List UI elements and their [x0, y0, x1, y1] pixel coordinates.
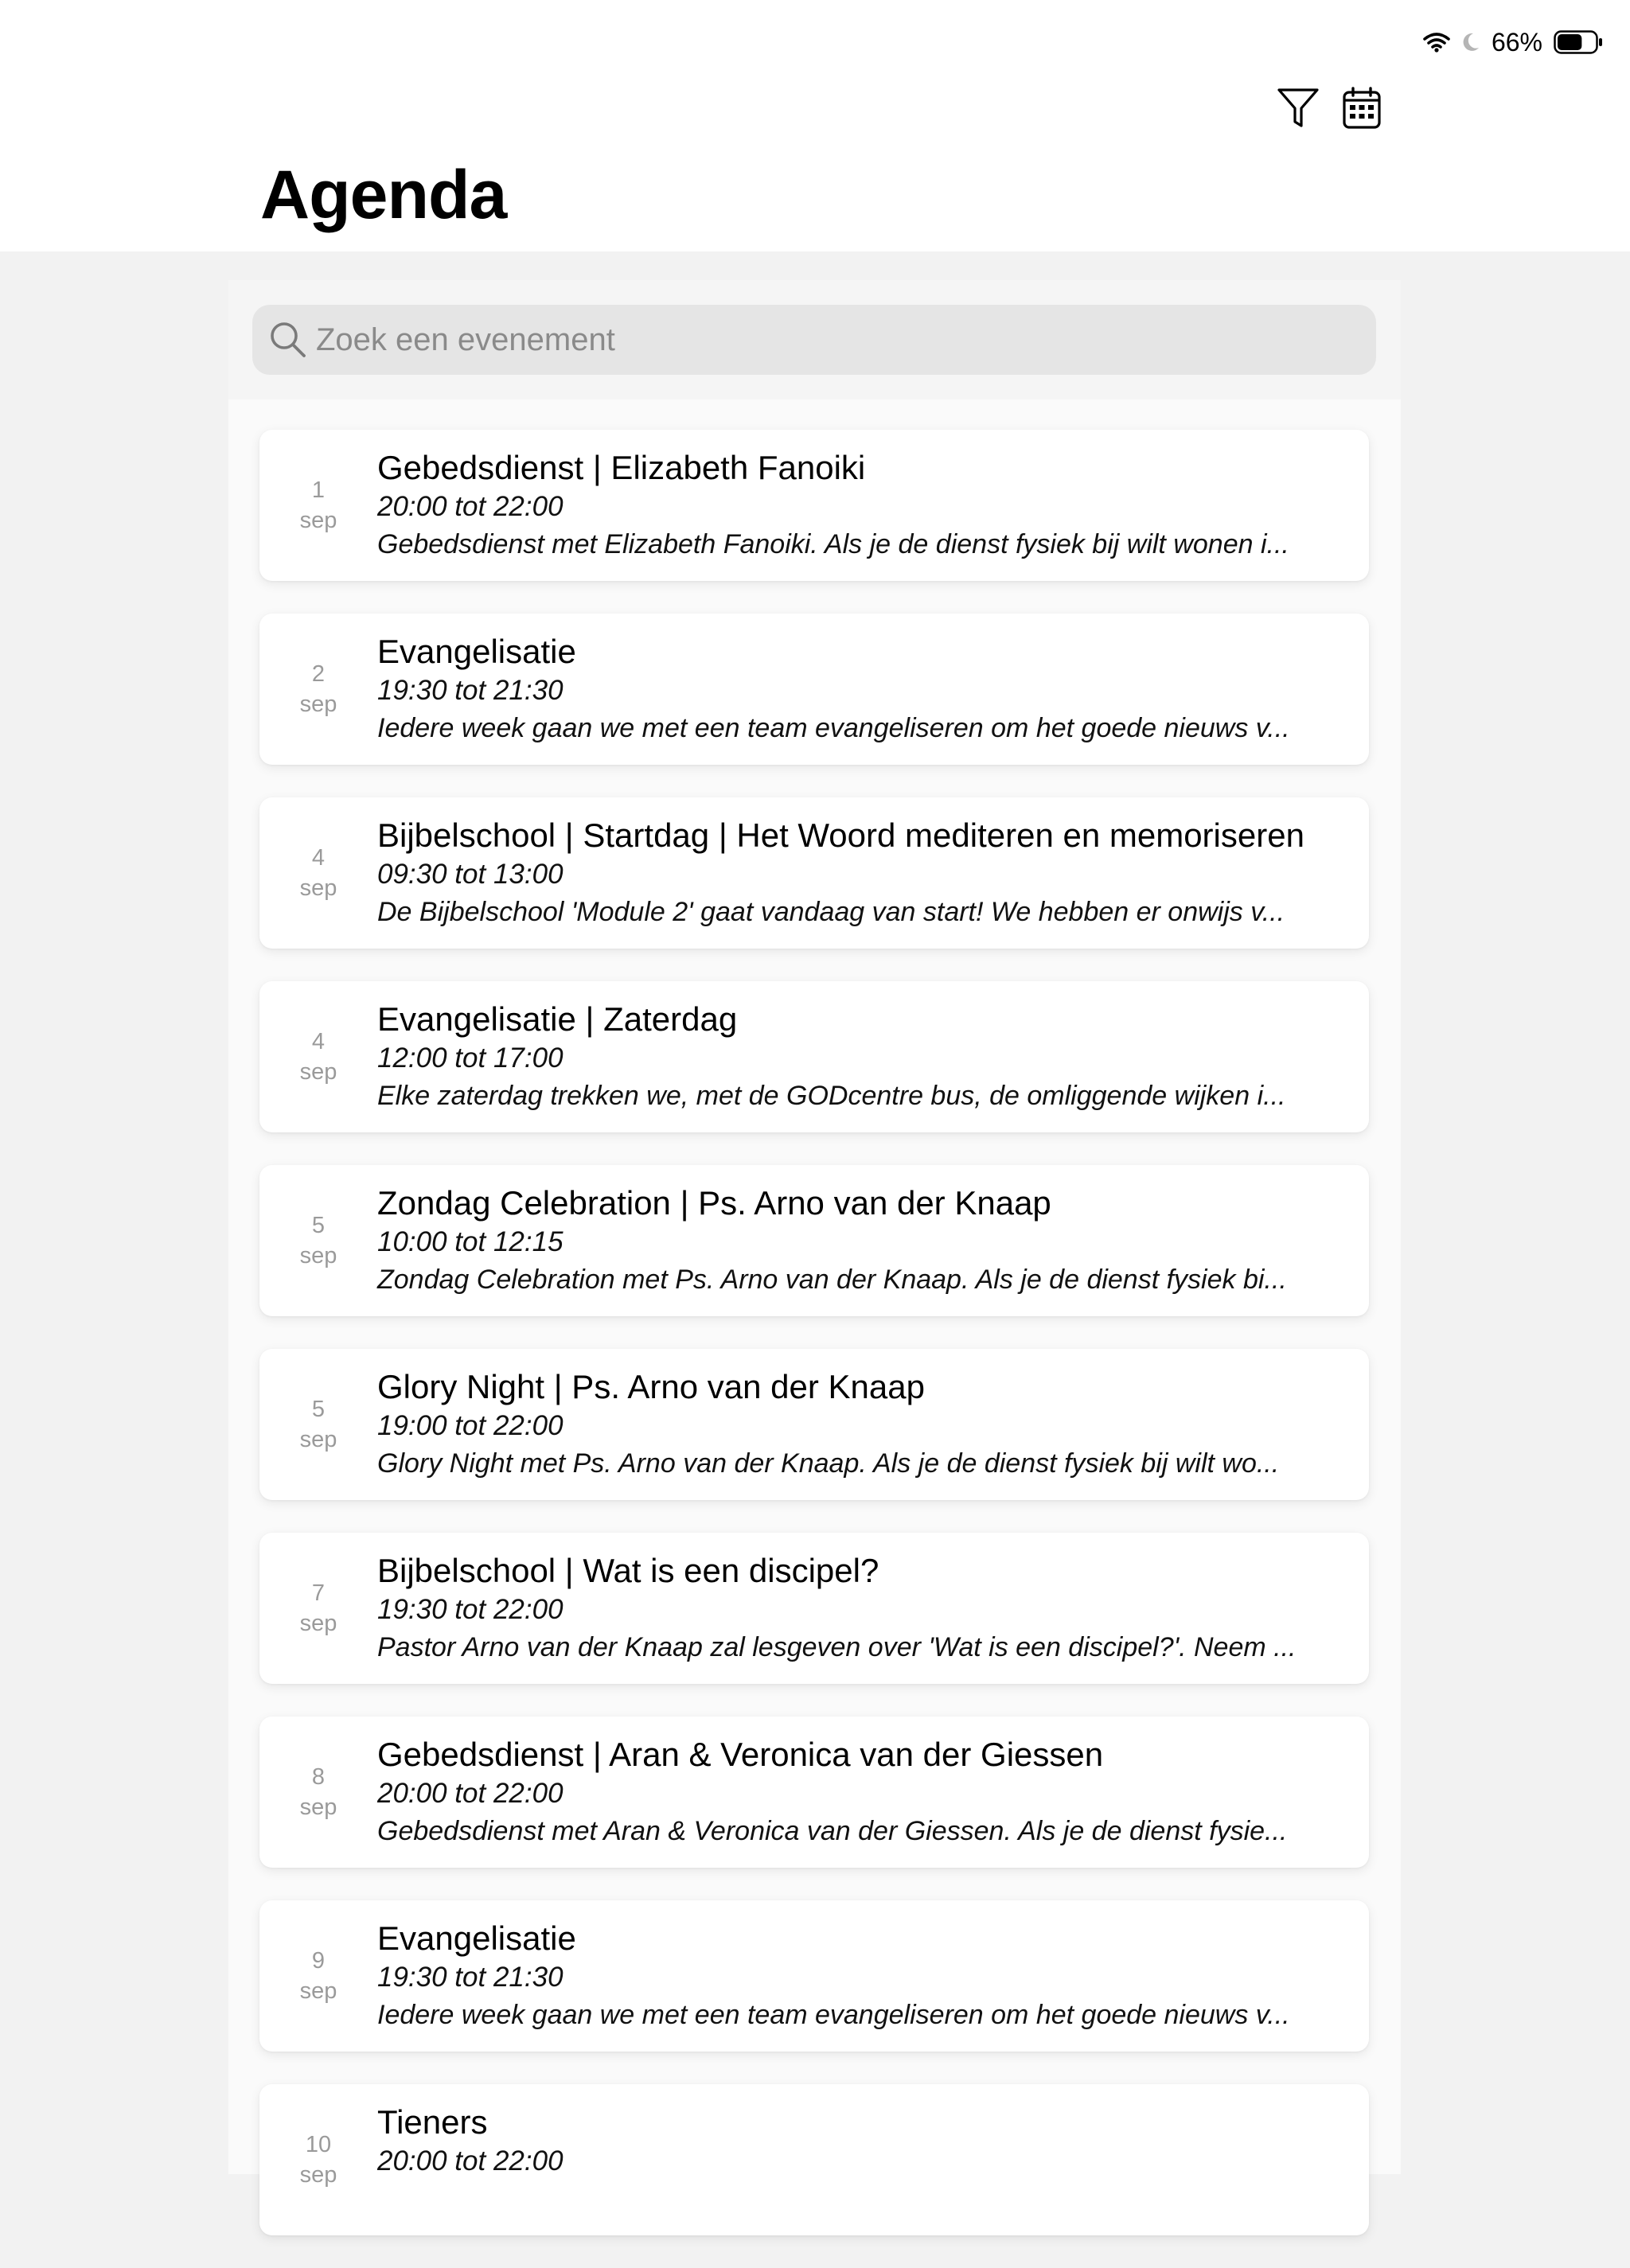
event-description: Pastor Arno van der Knaap zal lesgeven over 'Wat is een discipel?'. Neem ... [377, 1632, 1297, 1662]
event-date [259, 1900, 377, 2052]
event-card[interactable] [259, 1900, 1369, 2052]
status-bar [1423, 24, 1603, 60]
event-text [377, 1550, 1348, 1666]
event-time: 20:00 tot 22:00 [377, 1778, 563, 1809]
battery-icon [1554, 30, 1603, 54]
event-text [377, 447, 1348, 563]
event-card[interactable] [259, 797, 1369, 949]
event-title: Evangelisatie | Zaterdag [377, 1000, 738, 1038]
calendar-icon[interactable] [1336, 83, 1387, 134]
event-title: Tieners [377, 2103, 488, 2141]
battery-percent: 66% [1491, 27, 1542, 57]
event-month: sep [299, 1611, 337, 1636]
event-description: Iedere week gaan we met een team evangeliseren om het goede nieuws v... [377, 2000, 1290, 2030]
event-month: sep [299, 1978, 337, 2004]
filter-icon[interactable] [1273, 83, 1324, 134]
event-description: Zondag Celebration met Ps. Arno van der Knaap. Als je de dienst fysiek bi... [377, 1265, 1287, 1295]
event-time: 19:30 tot 21:30 [377, 675, 563, 706]
event-card[interactable] [259, 614, 1369, 765]
event-time: 19:30 tot 21:30 [377, 1962, 563, 1993]
event-description: Gebedsdienst met Elizabeth Fanoiki. Als je de dienst fysiek bij wilt wonen i... [377, 529, 1289, 559]
event-month: sep [299, 875, 337, 901]
event-month: sep [299, 1059, 337, 1085]
event-date [259, 797, 377, 949]
event-month: sep [299, 1243, 337, 1268]
event-date [259, 2084, 377, 2235]
event-time: 19:30 tot 22:00 [377, 1594, 563, 1625]
event-card[interactable] [259, 1349, 1369, 1500]
event-card[interactable] [259, 1533, 1369, 1684]
event-date [259, 1349, 377, 1500]
event-day: 5 [311, 1397, 326, 1422]
event-card[interactable] [259, 1165, 1369, 1316]
search-bar[interactable] [252, 305, 1376, 375]
event-time: 19:00 tot 22:00 [377, 1410, 563, 1441]
event-month: sep [299, 508, 337, 533]
event-month: sep [299, 1427, 337, 1452]
event-time: 10:00 tot 12:15 [377, 1226, 563, 1257]
event-time: 20:00 tot 22:00 [377, 2145, 563, 2176]
event-day: 2 [311, 661, 326, 687]
event-date [259, 1533, 377, 1684]
event-text [377, 1918, 1348, 2034]
event-title: Glory Night | Ps. Arno van der Knaap [377, 1368, 925, 1405]
event-day: 1 [311, 477, 326, 503]
event-title: Gebedsdienst | Aran & Veronica van der Giessen [377, 1736, 1104, 1773]
event-date [259, 981, 377, 1132]
event-time: 20:00 tot 22:00 [377, 491, 563, 522]
page-title: Agenda [260, 157, 507, 233]
event-description: Gebedsdienst met Aran & Veronica van der Giessen. Als je de dienst fysie... [377, 1816, 1288, 1846]
event-date [259, 1717, 377, 1868]
event-day: 5 [311, 1213, 326, 1238]
event-text [377, 999, 1348, 1115]
event-day: 10 [305, 2132, 332, 2157]
event-description: Iedere week gaan we met een team evangeliseren om het goede nieuws v... [377, 713, 1290, 743]
event-text [377, 1366, 1348, 1483]
event-month: sep [299, 692, 337, 717]
event-text [377, 815, 1348, 931]
event-card[interactable] [259, 2084, 1369, 2235]
search-input[interactable] [316, 322, 1351, 358]
event-title: Evangelisatie [377, 1919, 576, 1957]
event-day: 9 [311, 1948, 326, 1974]
event-title: Bijbelschool | Wat is een discipel? [377, 1552, 879, 1589]
event-card[interactable] [259, 1717, 1369, 1868]
event-time: 09:30 tot 13:00 [377, 859, 563, 890]
event-description: Glory Night met Ps. Arno van der Knaap. Als je de dienst fysiek bij wilt wo... [377, 1448, 1280, 1479]
event-text [377, 1734, 1348, 1850]
event-text [377, 1183, 1348, 1299]
do-not-disturb-moon-icon [1461, 32, 1480, 53]
event-description: Elke zaterdag trekken we, met de GODcentre bus, de omliggende wijken i... [377, 1081, 1286, 1111]
event-title: Zondag Celebration | Ps. Arno van der Knaap [377, 1184, 1051, 1222]
wifi-icon [1423, 32, 1450, 53]
event-title: Evangelisatie [377, 633, 576, 670]
search-icon [268, 320, 308, 360]
event-day: 8 [311, 1764, 326, 1790]
event-month: sep [299, 1795, 337, 1820]
search-area [228, 280, 1401, 399]
event-card[interactable] [259, 981, 1369, 1132]
event-text [377, 631, 1348, 747]
event-title: Gebedsdienst | Elizabeth Fanoiki [377, 449, 866, 486]
agenda-panel [228, 280, 1401, 2188]
event-list [259, 430, 1369, 2268]
event-day: 4 [311, 1029, 326, 1054]
event-day: 4 [311, 845, 326, 871]
event-title: Bijbelschool | Startdag | Het Woord mediteren en memoriseren [377, 816, 1304, 854]
app-header [0, 0, 1630, 251]
event-time: 12:00 tot 17:00 [377, 1042, 563, 1074]
event-description: De Bijbelschool 'Module 2' gaat vandaag van start! We hebben er onwijs v... [377, 897, 1285, 927]
event-date [259, 430, 377, 581]
event-month: sep [299, 2162, 337, 2188]
event-date [259, 614, 377, 765]
event-card[interactable] [259, 430, 1369, 581]
event-date [259, 1165, 377, 1316]
event-text [377, 2102, 1348, 2180]
event-day: 7 [311, 1580, 326, 1606]
